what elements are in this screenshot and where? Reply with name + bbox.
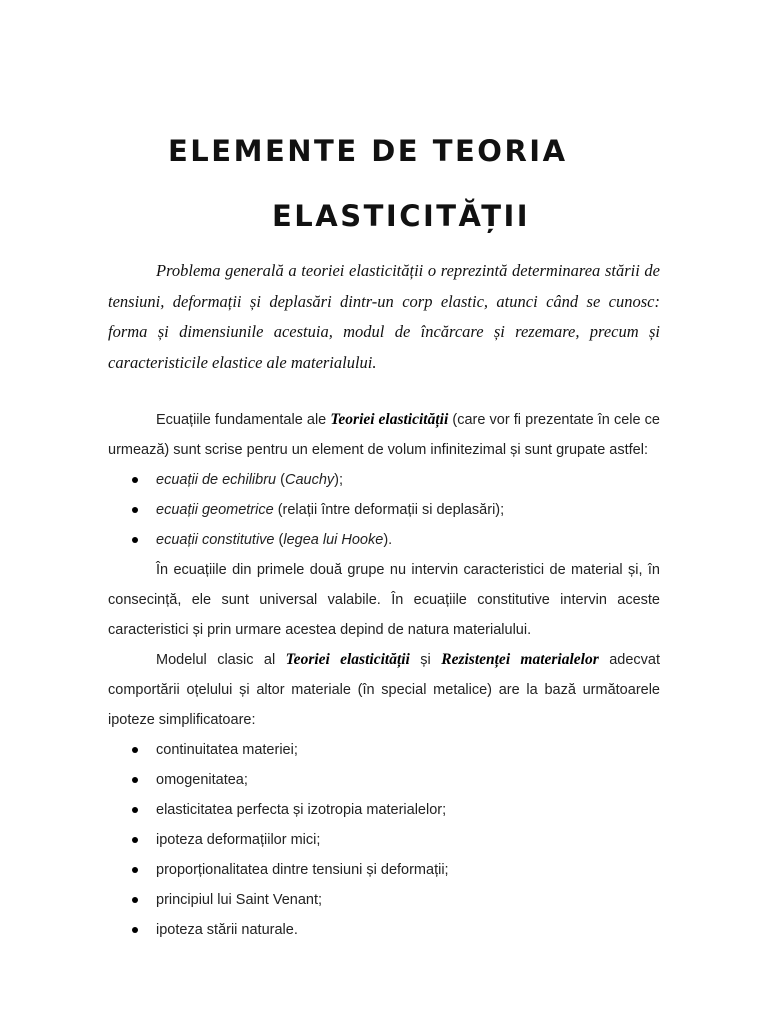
text-run: Modelul clasic al bbox=[156, 652, 286, 668]
hypothesis-text: principiul lui Saint Venant; bbox=[156, 892, 323, 908]
equation-type: ecuații constitutive bbox=[156, 532, 275, 548]
bullet-icon bbox=[132, 807, 138, 813]
hypothesis-text: ipoteza deformațiilor mici; bbox=[156, 832, 321, 848]
equation-type: ecuații de echilibru bbox=[156, 472, 277, 488]
bullet-icon bbox=[132, 777, 138, 783]
equation-type: ecuații geometrice bbox=[156, 502, 274, 518]
hypothesis-text: continuitatea materiei; bbox=[156, 742, 298, 758]
text-run: (relații între deformații si deplasări); bbox=[273, 502, 505, 518]
bullet-icon bbox=[132, 837, 138, 843]
bullet-icon bbox=[132, 507, 138, 513]
list-item bbox=[108, 915, 660, 945]
text-run: ( bbox=[274, 532, 284, 548]
list-item bbox=[108, 825, 660, 855]
text-run: (care vor fi prezentate în cele ce urmează) sunt scrise pentru un element de volum infinitezimal și sunt grupate astfel: bbox=[108, 412, 660, 458]
bullet-icon bbox=[132, 747, 138, 753]
intro-paragraph: Problema generală a teoriei elasticității o reprezintă determinarea stării de tensiuni, deformații și deplasări dintr-un corp elastic, atunci când se cunosc: forma și dimensiunile acestuia, modul de încărcare și rezemare, precum și caracteristicile elastice ale materialului. bbox=[108, 261, 660, 372]
bullet-icon bbox=[132, 537, 138, 543]
hypothesis-text: proporționalitatea dintre tensiuni și deformații; bbox=[156, 862, 449, 878]
hypothesis-text: elasticitatea perfecta și izotropia materialelor; bbox=[156, 802, 447, 818]
text-run: și bbox=[409, 652, 442, 668]
paragraph-fundamental-equations bbox=[108, 405, 660, 465]
title-line-1: ELEMENTE DE TEORIA bbox=[168, 134, 568, 168]
text-run: Ecuațiile fundamentale ale bbox=[156, 412, 331, 428]
text-run: adecvat comportării oțelului și altor materiale (în special metalice) are la bază următoarele ipoteze simplificatoare: bbox=[108, 652, 660, 728]
list-item bbox=[108, 465, 660, 495]
bullet-icon bbox=[132, 867, 138, 873]
bullet-icon bbox=[132, 897, 138, 903]
hypothesis-text: omogenitatea; bbox=[156, 772, 248, 788]
bold-term: Teoriei elasticității bbox=[285, 651, 410, 668]
hypotheses-list bbox=[108, 735, 660, 945]
bullet-icon bbox=[132, 477, 138, 483]
text-run: ( bbox=[276, 472, 285, 488]
title-line-2: ELASTICITĂȚII bbox=[272, 199, 531, 233]
list-item bbox=[108, 765, 660, 795]
text-run: ); bbox=[334, 472, 343, 488]
hypothesis-text: ipoteza stării naturale. bbox=[156, 922, 298, 938]
body-text bbox=[108, 405, 660, 945]
list-item bbox=[108, 855, 660, 885]
text-run-italic: Cauchy bbox=[284, 472, 335, 488]
bold-term: Teoriei elasticității bbox=[330, 411, 449, 428]
text-run-italic: legea lui Hooke bbox=[283, 532, 384, 548]
list-item bbox=[108, 735, 660, 765]
bold-term: Rezistenței materialelor bbox=[441, 651, 599, 668]
list-item bbox=[108, 525, 660, 555]
paragraph-classic-model bbox=[108, 645, 660, 735]
equations-list bbox=[108, 465, 660, 555]
text-run: ). bbox=[383, 532, 393, 548]
list-item bbox=[108, 885, 660, 915]
list-item bbox=[108, 795, 660, 825]
list-item bbox=[108, 495, 660, 525]
paragraph-material-characteristics: În ecuațiile din primele două grupe nu intervin caracteristici de material și, în consecință, ele sunt universal valabile. În ecuațiile constitutive intervin aceste caracteristici și prin urmare acestea depind de natura materialului. bbox=[108, 562, 660, 638]
bullet-icon bbox=[132, 927, 138, 933]
